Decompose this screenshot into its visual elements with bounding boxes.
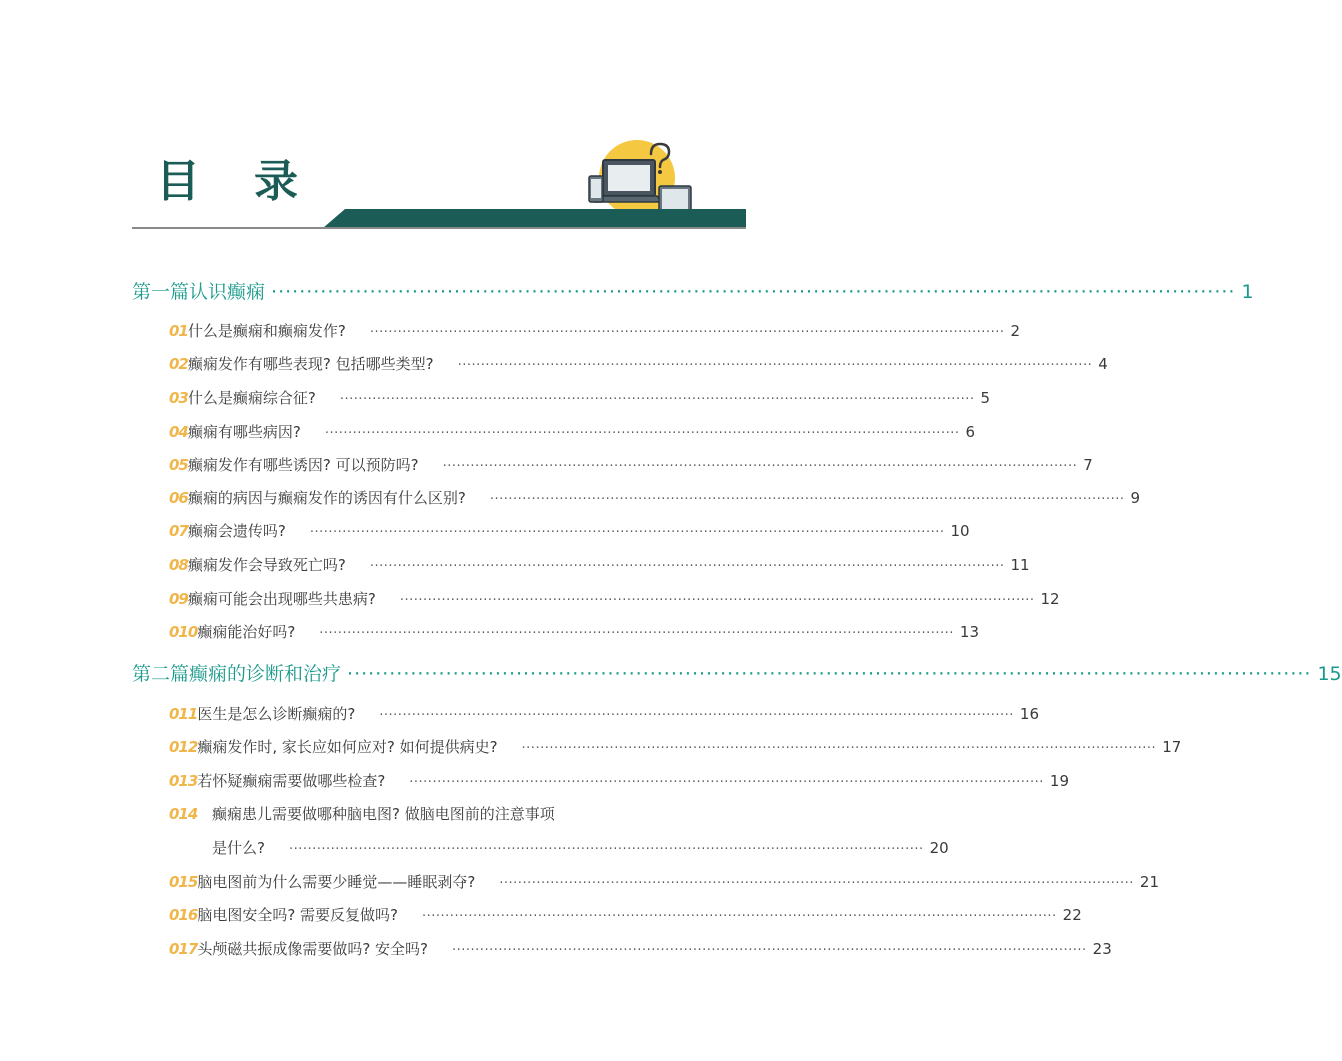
toc-item[interactable] bbox=[169, 353, 1108, 375]
leader-dots: ········································································································································· bbox=[369, 325, 1005, 340]
question-text: 脑电图前为什么需要少睡觉——睡眠剥夺? bbox=[197, 873, 476, 891]
leader-dots: ········································································································································· bbox=[288, 842, 924, 857]
toc-item[interactable] bbox=[169, 588, 1060, 610]
page-number: 5 bbox=[980, 389, 991, 407]
leader-dots: ········································································································································· bbox=[379, 708, 1014, 723]
question-text: 什么是癫痫综合征? bbox=[187, 389, 316, 407]
leader-dots: ········································································································································· bbox=[399, 593, 1035, 608]
question-number: 010 bbox=[169, 623, 198, 641]
question-number: 013 bbox=[169, 772, 198, 790]
question-text: 头颅磁共振成像需要做吗? 安全吗? bbox=[197, 940, 429, 958]
section-label: 第二篇 bbox=[132, 663, 190, 685]
toc-item-continuation[interactable] bbox=[212, 837, 949, 859]
toc-item[interactable] bbox=[169, 320, 1021, 342]
leader-dots: ········································································································································· bbox=[499, 876, 1134, 891]
toc-section[interactable] bbox=[132, 659, 1342, 685]
toc-item[interactable] bbox=[169, 520, 970, 542]
leader-dots: ········································································································································· bbox=[422, 909, 1057, 924]
page-number: 4 bbox=[1098, 355, 1108, 373]
leader-dots: ········································································································································· bbox=[309, 525, 945, 540]
section-page: 1 bbox=[1241, 281, 1254, 303]
page-number: 22 bbox=[1062, 906, 1082, 924]
leader-dots: ········································································································································· bbox=[489, 492, 1125, 507]
question-number: 08 bbox=[169, 556, 188, 574]
toc-item[interactable] bbox=[169, 904, 1082, 926]
toc-item[interactable] bbox=[169, 554, 1030, 576]
page-number: 9 bbox=[1130, 489, 1141, 507]
question-text: 癫痫的病因与癫痫发作的诱因有什么区别? bbox=[187, 489, 466, 507]
page-number: 7 bbox=[1083, 456, 1093, 474]
toc-item[interactable] bbox=[169, 770, 1070, 792]
question-number: 05 bbox=[169, 456, 188, 474]
question-number: 014 bbox=[169, 805, 198, 823]
question-text: 癫痫发作有哪些表现? 包括哪些类型? bbox=[187, 355, 434, 373]
question-number: 07 bbox=[169, 522, 188, 540]
section-page: 15 bbox=[1317, 663, 1342, 685]
toc-item[interactable] bbox=[169, 803, 640, 825]
question-number: 04 bbox=[169, 423, 188, 441]
page-number: 17 bbox=[1162, 738, 1182, 756]
question-number: 06 bbox=[169, 489, 188, 507]
page-number: 13 bbox=[959, 623, 980, 641]
leader-dots: ········································································································································· bbox=[271, 281, 1236, 303]
toc-item[interactable] bbox=[169, 621, 980, 643]
toc-item[interactable] bbox=[169, 938, 1112, 960]
toc-section[interactable] bbox=[132, 277, 1254, 303]
page-number: 23 bbox=[1092, 940, 1112, 958]
section-label: 第一篇 bbox=[132, 281, 190, 303]
page-number: 20 bbox=[929, 839, 949, 857]
leader-dots: ········································································································································· bbox=[457, 358, 1093, 373]
question-number: 01 bbox=[169, 322, 188, 340]
question-text: 若怀疑癫痫需要做哪些检查? bbox=[197, 772, 386, 790]
tablet-icon bbox=[659, 186, 691, 212]
question-text: 癫痫发作会导致死亡吗? bbox=[187, 556, 346, 574]
leader-dots: ········································································································································· bbox=[319, 626, 954, 641]
phone-icon bbox=[589, 176, 603, 202]
question-number: 011 bbox=[169, 705, 198, 723]
question-text: 什么是癫痫和癫痫发作? bbox=[187, 322, 346, 340]
question-text: 脑电图安全吗? 需要反复做吗? bbox=[197, 906, 399, 924]
page-number: 2 bbox=[1010, 322, 1021, 340]
question-number: 012 bbox=[169, 738, 198, 756]
question-text: 癫痫发作有哪些诱因? 可以预防吗? bbox=[187, 456, 419, 474]
page-title: 目录 bbox=[156, 156, 352, 207]
toc-item[interactable] bbox=[169, 421, 976, 443]
toc-item[interactable] bbox=[169, 487, 1141, 509]
toc-item[interactable] bbox=[169, 703, 1040, 725]
leader-dots: ········································································································································· bbox=[369, 559, 1005, 574]
page-number: 6 bbox=[965, 423, 976, 441]
question-number: 02 bbox=[169, 355, 188, 373]
question-text: 癫痫患儿需要做哪种脑电图? 做脑电图前的注意事项 bbox=[212, 805, 555, 823]
question-number: 09 bbox=[169, 590, 188, 608]
question-number: 03 bbox=[169, 389, 188, 407]
question-text: 医生是怎么诊断癫痫的? bbox=[197, 705, 356, 723]
page-number: 19 bbox=[1049, 772, 1070, 790]
question-text-continued: 是什么? bbox=[212, 839, 265, 857]
leader-dots: ········································································································································· bbox=[409, 775, 1044, 790]
leader-dots: ········································································································································· bbox=[324, 426, 960, 441]
page-number: 12 bbox=[1040, 590, 1060, 608]
header-divider bbox=[132, 227, 746, 229]
section-title: 认识癫痫 bbox=[189, 281, 266, 303]
question-text: 癫痫可能会出现哪些共患病? bbox=[187, 590, 376, 608]
toc-item[interactable] bbox=[169, 387, 991, 409]
leader-dots: ········································································································································· bbox=[347, 663, 1312, 685]
question-number: 017 bbox=[169, 940, 198, 958]
question-number: 016 bbox=[169, 906, 198, 924]
leader-dots: ········································································································································· bbox=[339, 392, 975, 407]
question-number: 015 bbox=[169, 873, 198, 891]
toc-item[interactable] bbox=[169, 871, 1160, 893]
page-number: 11 bbox=[1010, 556, 1030, 574]
header-ribbon bbox=[323, 209, 746, 228]
leader-dots: ········································································································································· bbox=[452, 943, 1087, 958]
page-number: 16 bbox=[1019, 705, 1040, 723]
question-text: 癫痫会遗传吗? bbox=[187, 522, 286, 540]
page-number: 21 bbox=[1139, 873, 1160, 891]
leader-dots: ········································································································································· bbox=[442, 459, 1078, 474]
section-title: 癫痫的诊断和治疗 bbox=[189, 663, 342, 685]
question-text: 癫痫发作时, 家长应如何应对? 如何提供病史? bbox=[197, 738, 498, 756]
question-text: 癫痫有哪些病因? bbox=[187, 423, 301, 441]
toc-item[interactable] bbox=[169, 736, 1182, 758]
laptop-icon bbox=[595, 160, 663, 202]
question-text: 癫痫能治好吗? bbox=[197, 623, 296, 641]
leader-dots: ········································································································································· bbox=[521, 741, 1157, 756]
toc-item[interactable] bbox=[169, 454, 1093, 476]
page-number: 10 bbox=[950, 522, 970, 540]
